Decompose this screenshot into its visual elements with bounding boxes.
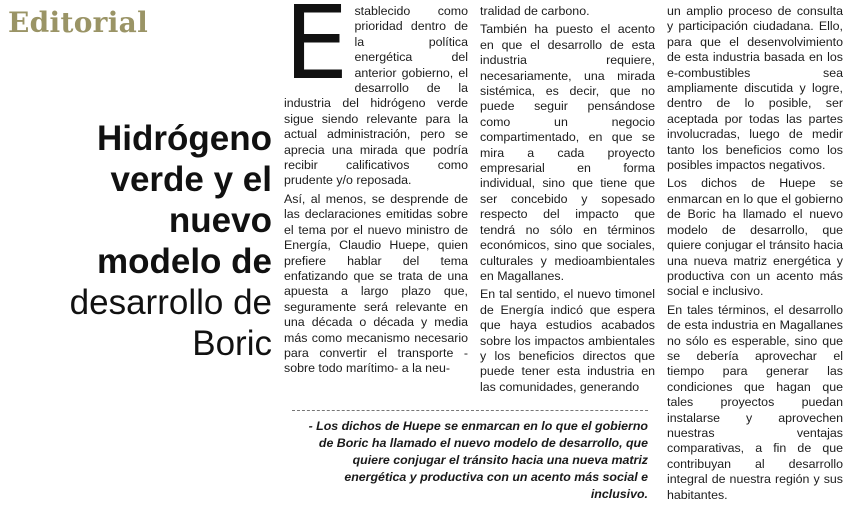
paragraph: tralidad de carbono. xyxy=(480,4,590,18)
headline-bold: Hidrógeno verde y el nuevo modelo de xyxy=(96,119,272,281)
article-column-1 xyxy=(284,0,468,380)
drop-cap: E xyxy=(284,0,349,103)
paragraph: un amplio proceso de consulta y participación ciudadana. Ello, para que el desenvolvimiento de esta industria basada en los e-combustibles sea ampliamente discutida y logre, dentro de lo posible, ser aceptada por todas las partes involucradas, luego de medir tanto los beneficios como los posibles impactos negativos. xyxy=(667,4,843,173)
paragraph: Así, al menos, se desprende de las declaraciones emitidas sobre el tema por el nuevo ministro de Energía, Claudio Huepe, quien prefiere hablar del tema enfatizando que se trata de una apuesta a largo plazo que, seguramente será relevante en una década o década y media más como mecanismo necesario para convertir el transporte -sobre todo marítimo- a la neu- xyxy=(284,191,468,376)
paragraph: En tal sentido, el nuevo timonel de Energía indicó que espera que haya estudios acabados sobre los impactos ambientales y los beneficios directos que puede tener esta industria en las comunidades, generando xyxy=(480,287,655,394)
article-column-2 xyxy=(480,4,655,398)
paragraph xyxy=(284,0,468,189)
paragraph-text: stablecido como prioridad dentro de la política energética del anterior gobierno, el desarrollo de la industria del hidrógeno verde sigue siendo relevante para la actual administración, pero se aprecia una mirada que podría recibir calificativos como prudente y/o reposada. xyxy=(284,4,468,188)
section-label: Editorial xyxy=(8,6,149,39)
paragraph: Los dichos de Huepe se enmarcan en lo que el gobierno de Boric ha llamado el nuevo modelo de desarrollo, que quiere conjugar el tránsito hacia una nueva matriz energética y productiva con un acento más social e inclusivo. xyxy=(667,176,843,299)
paragraph: En tales términos, el desarrollo de esta industria en Magallanes no sólo es esperable, sino que se debería aprovechar el tiempo para generar las condiciones que hagan que tales proyectos puedan instalarse y aprovechen nuestras ventajas comparativas, a fin de que contribuyan al desarrollo integral de nuestra región y sus habitantes. xyxy=(667,302,843,502)
headline xyxy=(40,118,272,364)
pull-quote: - Los dichos de Huepe se enmarcan en lo que el gobierno de Boric ha llamado el nuevo modelo de desarrollo, que quiere conjugar el tránsito hacia una nueva matriz energética y productiva con un acento más social e inclusivo. xyxy=(292,410,648,503)
headline-light: desarrollo de Boric xyxy=(69,283,272,363)
paragraph: También ha puesto el acento en que el desarrollo de esta industria requiere, necesariamente, una mirada sistémica, es decir, que no puede seguir pensándose como un negocio compartimentado, en que se mira a cada proyecto empresarial en forma individual, sino que tiene que ser concebido y sopesado respecto del impacto que tendrá no sólo en términos económicos, sino que sociales, culturales y medioambientales en Magallanes. xyxy=(480,22,655,283)
article-column-3 xyxy=(667,4,843,506)
